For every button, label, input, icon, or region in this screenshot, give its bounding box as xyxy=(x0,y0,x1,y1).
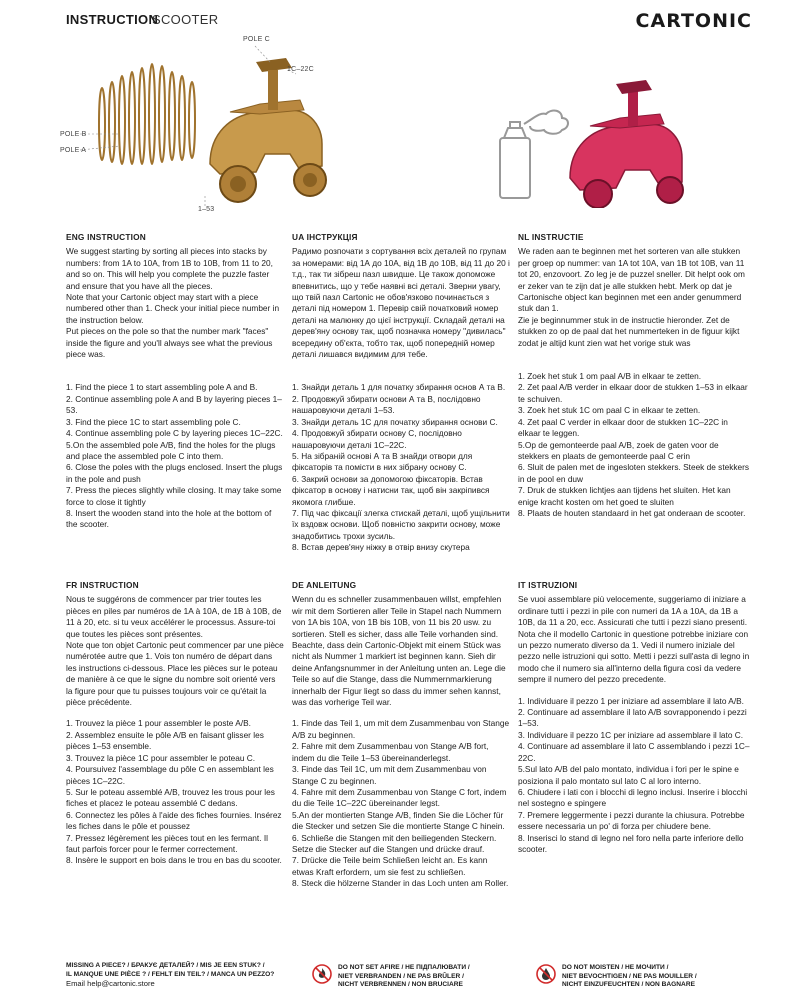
section-heading: DE ANLEITUNG xyxy=(292,580,357,590)
section-intro: Радимо розпочати з сортування всіх деталей по групам за номерами: від 1А до 10А, від 1В до 10В, від 11 до 20 і т.д., так ти зібреш пазл швидше. Це також допоможе впевнитись, що у тебе наявні всі деталі. Зверни увагу, що твій пазл Cartonic не обов'язково починається з деталі під номером 1. Перевір свій початковий номер деталі на малюнку до цієї інструкції. Складай деталі на дерев'яну основу так, щоб позначка номеру "дивилась" всередину об'єкта, тобто так, щоб попередній номер деталі лишався видимим для тебе. xyxy=(292,246,510,360)
step-item: 8. Insère le support en bois dans le trou en bas du scooter. xyxy=(66,855,282,866)
step-item: 7. Druk de stukken lichtjes aan tijdens het sluiten. Het kan enige kracht kosten om het goed te sluiten xyxy=(518,485,731,507)
step-item: 1. Trouvez la pièce 1 pour assembler le poste A/B. xyxy=(66,718,251,729)
missing-line-2: IL MANQUE UNE PIÈCE ? / FEHLT EIN TEIL? / MANCA UN PEZZO? xyxy=(66,970,275,978)
section-de xyxy=(292,580,510,890)
step-list xyxy=(518,696,750,856)
fire-warning xyxy=(312,964,482,990)
missing-line-1: MISSING A PIECE? / БРАКУЄ ДЕТАЛЕЙ? / MIS JE EEN STUK? / xyxy=(66,962,265,969)
step-item: 2. Continuare ad assemblare il lato A/B sovrapponendo i pezzi 1–53. xyxy=(518,707,747,729)
section-en xyxy=(66,232,284,531)
page-footer xyxy=(66,962,752,994)
step-item: 8. Insert the wooden stand into the hole at the bottom of the scooter. xyxy=(66,507,272,530)
water-warning-line: NICHT EINZUFEUCHTEN / NON BAGNARE xyxy=(562,981,695,989)
label-pole-a: POLE A xyxy=(60,147,87,154)
fire-warning-line: NICHT VERBRENNEN / NON BRUCIARE xyxy=(338,981,463,989)
step-item: 7. Pressez légèrement les pièces tout en les fermant. Il faut parfois forcer pour le fermer correctement. xyxy=(66,832,268,854)
step-item: 5.Sul lato A/B del palo montato, individua i fori per le spine e posiziona il palo montato sul lato C al loro interno. xyxy=(518,764,739,786)
section-heading: ENG INSTRUCTION xyxy=(66,232,146,242)
step-item: 3. Trouvez la pièce 1C pour assembler le poteau C. xyxy=(66,752,256,763)
step-item: 2. Continue assembling pole A and B by layering pieces 1–53. xyxy=(66,393,282,416)
step-item: 8. Inserisci lo stand di legno nel foro nella parte inferiore dello scooter. xyxy=(518,832,744,854)
missing-piece-contact xyxy=(66,962,296,989)
section-it xyxy=(518,580,750,855)
step-list xyxy=(66,382,284,530)
step-item: 3. Finde das Teil 1C, um mit dem Zusammenbau von Stange C zu beginnen. xyxy=(292,764,487,786)
step-item: 1. Finde das Teil 1, um mit dem Zusammenbau von Stange A/B zu beginnen. xyxy=(292,718,510,740)
step-item: 7. Press the pieces slightly while closing. It may take some force to close it tightly xyxy=(66,485,282,507)
section-intro: Nous te suggérons de commencer par trier toutes les pièces en piles par numéros de 1A à 10A, de 1B à 10B, de 11 à 20, etc. si tu veux accélérer le processus. Assure-toi que toutes les pièces sont présentes. Note que ton objet Cartonic peut commencer par une pièce numérotée autre que 1. Vois ton numéro de départ dans les instructions ci-dessous. Place les pièces sur le poteau de manière à ce que le signe du nombre soit orienté vers la figure pour que tu puisses toujours voir ce qu'était la pièce précédente. xyxy=(66,594,284,708)
step-item: 3. Individuare il pezzo 1C per iniziare ad assemblare il lato C. xyxy=(518,729,744,740)
step-item: 6. Sluit de palen met de ingesloten stekkers. Steek de stekkers in de pool en duw xyxy=(518,462,750,484)
fire-warning-line: DO NOT SET AFIRE / НЕ ПІДПАЛЮВАТИ / xyxy=(338,964,470,971)
step-item: 8. Plaats de houten standaard in het gat onderaan de scooter. xyxy=(518,507,746,518)
section-heading: FR INSTRUCTION xyxy=(66,580,139,590)
painted-scooter-illustration xyxy=(490,78,740,208)
step-item: 8. Встав дерев'яну ніжку в отвір внизу скутера xyxy=(292,542,470,553)
step-item: 2. Assemblez ensuite le pôle A/B en faisant glisser les pièces 1–53 ensemble. xyxy=(66,729,264,752)
section-intro: We suggest starting by sorting all pieces into stacks by numbers: from 1A to 10A, from 1B to 10B, from 11 to 20, and so on. This will help you complete the puzzle faster and ensure that you have all the pieces. Note that your Cartonic object may start with a piece numbered other than 1. Check your initial piece number in the instruction below. Put pieces on the pole so that the number mark "faces" inside the figure and you'll always see what the previous piece was. xyxy=(66,246,280,360)
step-list xyxy=(66,718,284,866)
fire-warning-line: NIET VERBRANDEN / NE PAS BRÛLER / xyxy=(338,972,464,980)
section-ua xyxy=(292,232,510,554)
water-drop-icon xyxy=(536,964,556,984)
step-item: 4. Zet paal C verder in elkaar door de stukken 1C–22C in elkaar te leggen. xyxy=(518,416,728,439)
step-item: 4. Continue assembling pole C by layering pieces 1C–22C. xyxy=(66,428,283,439)
water-warning-line: NIET BEVOCHTIGEN / NE PAS MOUILLER / xyxy=(562,972,697,980)
step-item: 5. На зібраній основі А та В знайди отвори для фіксаторів та помісти в них зібрану основу С. xyxy=(292,450,473,473)
step-item: 4. Continuare ad assemblare il lato C assemblando i pezzi 1C–22C. xyxy=(518,741,750,763)
step-item: 1. Find the piece 1 to start assembling pole A and B. xyxy=(66,382,258,393)
label-pole-c: POLE C xyxy=(243,36,270,43)
section-heading: IT ISTRUZIONI xyxy=(518,580,578,590)
step-item: 3. Find the piece 1C to start assembling pole C. xyxy=(66,416,241,427)
step-item: 4. Fahre mit dem Zusammenbau von Stange C fort, indem du die Teile 1C–22C übereinander legst. xyxy=(292,786,507,809)
section-intro: We raden aan te beginnen met het sorteren van alle stukken per groep op nummer: van 1A tot 10A, van 1B tot 10B, van 11 tot 20, enzovoort. Zo leg je de puzzel sneller. Dit helpt ook om er zeker van te zijn dat je alle stukken hebt. Merk op dat je Cartonische object kan beginnen met een ander genummerd stuk dan 1. Zie je beginnummer stuk in de instructie hieronder. Zet de stukken zo op de paal dat het nummerteken in de figuur kijkt zodat je altijd kunt zien wat het vorige stuk was xyxy=(518,246,745,348)
step-item: 4. Poursuivez l'assemblage du pôle C en assemblant les pièces 1C–22C. xyxy=(66,764,274,786)
water-warning xyxy=(536,964,706,990)
label-part-1c-22c: 1C–22C xyxy=(287,66,314,73)
section-nl xyxy=(518,232,750,519)
step-item: 6. Connectez les pôles à l'aide des fiches fournies. Insérez les fiches dans le pôle et poussez xyxy=(66,809,282,832)
step-item: 8. Steck die hölzerne Stander in das Loch unten am Roller. xyxy=(292,878,509,889)
step-item: 3. Знайди деталь 1С для початку збирання основи С. xyxy=(292,416,498,427)
step-item: 2. Fahre mit dem Zusammenbau von Stange A/B fort, indem du die Teile 1–53 übereinanderlegst. xyxy=(292,741,489,763)
assembly-diagram xyxy=(60,34,350,214)
section-intro: Wenn du es schneller zusammenbauen willst, empfehlen wir mit dem Sortieren aller Teile in Stapel nach Nummern von 1A bis 10A, von 1B bis 10B, von 11 bis 20 usw. zu sortieren. Stell es sicher, dass alle Teile vorhanden sind. Beachte, dass dein Cartonic-Objekt mit einem Stück was nicht als Nummer 1 markiert ist beginnen kann. Sieh dir deine Anfangsnummer in der Anleitung unten an. Lege die Teile so auf die Stange, dass die Nummernmarkierung innerhalb der Figur liegt so dass du immer sehen kannst, was das vorherige Teil war. xyxy=(292,594,506,708)
painting-illustration xyxy=(490,78,740,208)
section-heading: NL INSTRUCTIE xyxy=(518,232,584,242)
step-item: 4. Продовжуй збирати основу С, послідовно нашаровуючи деталі 1С–22С. xyxy=(292,428,462,450)
step-item: 5.On the assembled pole A/B, find the holes for the plugs and place the assembled pole C into them. xyxy=(66,439,276,461)
step-list xyxy=(292,718,510,889)
water-warning-line: DO NOT MOISTEN / НЕ МОЧИТИ / xyxy=(562,964,669,971)
step-list xyxy=(518,371,750,519)
step-list xyxy=(292,382,510,553)
section-intro: Se vuoi assemblare più velocemente, suggeriamo di iniziare a ordinare tutti i pezzi in pile con numeri da 1A a 10A, da 1B a 10B, da 11 a 20, ecc. Assicurati che tutti i pezzi siano presenti. Nota che il modello Cartonic in questione potrebbe iniziare con un pezzo numerato diverso da 1. Vedi il numero iniziale del pezzo nelle istruzioni qui sotto. Metti i pezzi sull'asta di legno in modo che il numero sia all'interno della figura così da vedere sempre il numero del pezzo precedente. xyxy=(518,594,750,685)
step-item: 5. Sur le poteau assemblé A/B, trouvez les trous pour les fiches et placez le poteau assemblé C dedans. xyxy=(66,786,275,809)
step-item: 6. Schließe die Stangen mit den beiliegenden Steckern. Setze die Stecker auf die Stangen und drücke drauf. xyxy=(292,832,497,854)
step-item: 2. Zet paal A/B verder in elkaar door de stukken 1–53 in elkaar te schuiven. xyxy=(518,382,748,404)
step-item: 2. Продовжуй збирати основи А та В, послідовно нашаровуючи деталі 1–53. xyxy=(292,393,481,416)
brand-logo: CARTONIC xyxy=(635,10,752,32)
step-item: 5.An der montierten Stange A/B, finden Sie die Löcher für die Stecker und setzen Sie die montierte Stange C hinein. xyxy=(292,809,505,832)
step-item: 3. Zoek het stuk 1C om paal C in elkaar te zetten. xyxy=(518,405,701,416)
flame-icon xyxy=(312,964,332,984)
step-item: 6. Chiudere i lati con i blocchi di legno inclusi. Inserire i blocchi nel sostegno e spingere xyxy=(518,786,748,809)
step-item: 7. Drücke die Teile beim Schließen leicht an. Es kann etwas Kraft erfordern, um sie fest zu schließen. xyxy=(292,855,488,877)
section-heading: UA ІНСТРУКЦІЯ xyxy=(292,232,358,242)
page-subtitle: SCOOTER xyxy=(152,12,219,27)
step-item: 7. Premere leggermente i pezzi durante la chiusura. Potrebbe essere necessaria un po' di forza per chiudere bene. xyxy=(518,809,745,832)
page-title: INSTRUCTION xyxy=(66,12,159,27)
step-item: 1. Individuare il pezzo 1 per iniziare ad assemblare il lato A/B. xyxy=(518,695,744,706)
step-item: 1. Zoek het stuk 1 om paal A/B in elkaar te zetten. xyxy=(518,371,702,382)
label-part-1-53: 1–53 xyxy=(198,206,215,213)
label-pole-b: POLE B xyxy=(60,131,87,138)
step-item: 6. Закрий основи за допомогою фіксаторів. Встав фіксатор в основу і натисни так, щоб він закріпився якомога глибше. xyxy=(292,473,490,507)
step-item: 5.Op de gemonteerde paal A/B, zoek de gaten voor de stekkers en plaats de gemonteerde paal C erin xyxy=(518,439,719,461)
step-item: 6. Close the poles with the plugs enclosed. Insert the plugs in the pole and push xyxy=(66,462,283,484)
step-item: 7. Під час фіксації злегка стискай деталі, щоб ущільнити їх вздовж основи. Щоб повністю закрити основу, може знадобитись трохи зусиль. xyxy=(292,507,510,541)
support-email-link[interactable]: Email help@cartonic.store xyxy=(66,979,155,989)
step-item: 1. Знайди деталь 1 для початку збирання основ А та В. xyxy=(292,382,506,393)
page-header xyxy=(66,12,752,36)
spray-can-icon xyxy=(500,111,568,198)
cardboard-scooter-illustration xyxy=(60,34,350,214)
section-fr xyxy=(66,580,284,867)
